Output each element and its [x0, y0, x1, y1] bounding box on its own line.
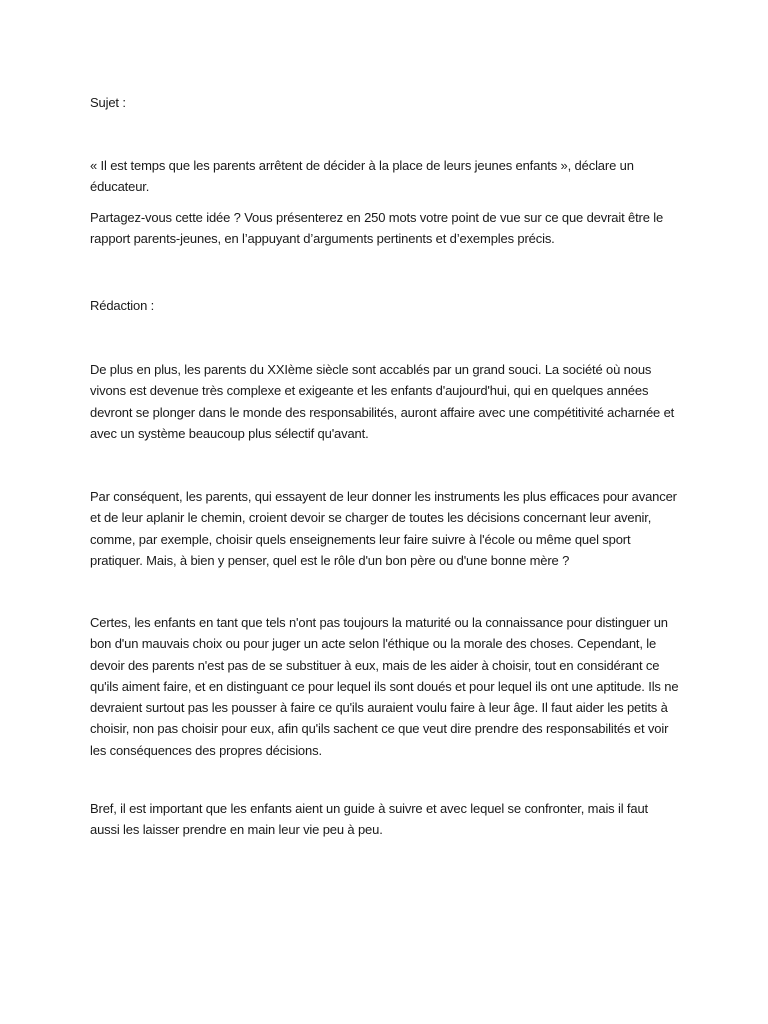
- quote-paragraph: « Il est temps que les parents arrêtent de décider à la place de leurs jeunes enfants », déclare un éducateur.: [90, 158, 634, 195]
- essay-heading: Rédaction :: [90, 298, 155, 313]
- subject-heading: Sujet :: [90, 95, 126, 110]
- essay-paragraph-1: De plus en plus, les parents du XXIème siècle sont accablés par un grand souci. La société où nous vivons est devenue très complexe et exigeante et les enfants d'aujourd'hui, qui en quelques années devront se plonger dans le monde des responsabilités, auront affaire avec une compétitivité acharnée et avec un système beaucoup plus sélectif qu'avant.: [90, 362, 675, 441]
- instruction-paragraph: Partagez-vous cette idée ? Vous présenterez en 250 mots votre point de vue sur ce que devrait être le rapport parents-jeunes, en l’appuyant d’arguments pertinents et d’exemples précis.: [90, 210, 664, 247]
- essay-paragraph-3: Certes, les enfants en tant que tels n'ont pas toujours la maturité ou la connaissance pour distinguer un bon d'un mauvais choix ou pour juger un acte selon l'éthique ou la morale des choses. Cependant, le devoir des parents n'est pas de se substituer à eux, mais de les aider à choisir, tout en considérant ce qu'ils aiment faire, et en distinguant ce pour lequel ils sont doués et pour lequel ils ont une aptitude. Ils ne devraient surtout pas les pousser à faire ce qu'ils auraient voulu faire à leur âge. Il faut aider les petits à choisir, non pas choisir pour eux, afin qu'ils sachent ce que veut dire prendre des responsabilités et voir les conséquences des propres décisions.: [90, 615, 679, 758]
- essay-paragraph-2: Par conséquent, les parents, qui essayent de leur donner les instruments les plus efficaces pour avancer et de leur aplanir le chemin, croient devoir se charger de toutes les décisions concernant leur avenir, comme, par exemple, choisir quels enseignements leur faire suivre à l'école ou même quel sport pratiquer. Mais, à bien y penser, quel est le rôle d'un bon père ou d'une bonne mère ?: [90, 489, 677, 568]
- essay-paragraph-4: Bref, il est important que les enfants aient un guide à suivre et avec lequel se confronter, mais il faut aussi les laisser prendre en main leur vie peu à peu.: [90, 801, 649, 838]
